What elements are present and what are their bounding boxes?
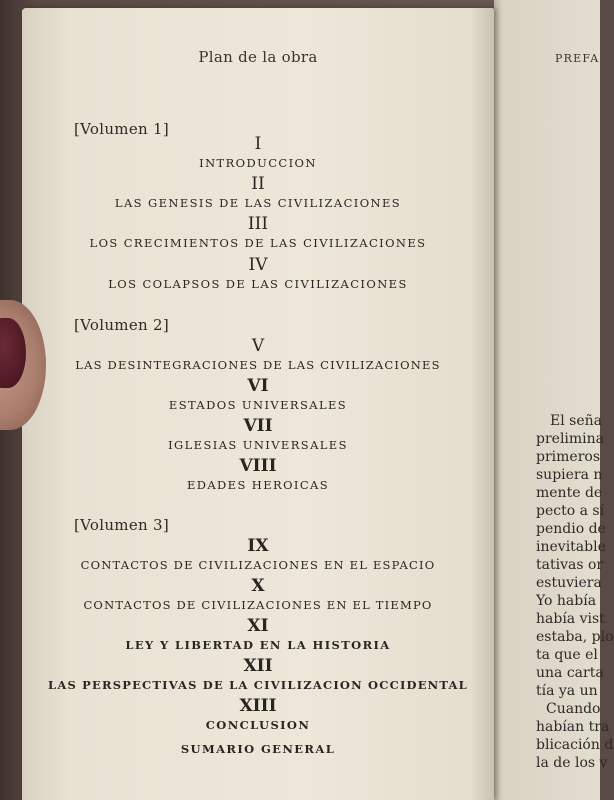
chapter-number: VIII xyxy=(239,456,277,476)
volume-label: [Volumen 1] xyxy=(74,120,170,138)
chapter-number: X xyxy=(251,576,265,596)
right-page-line: Yo había xyxy=(536,593,597,609)
right-page-line: supiera n xyxy=(536,467,603,483)
chapter-title: CONTACTOS DE CIVILIZACIONES EN EL TIEMPO xyxy=(83,598,433,612)
volume-label: [Volumen 3] xyxy=(74,516,170,534)
right-page-line: prelimina xyxy=(536,431,605,447)
chapter-title: ESTADOS UNIVERSALES xyxy=(168,398,348,412)
chapter-title: INTRODUCCION xyxy=(199,156,317,170)
chapter-number: XI xyxy=(247,616,269,636)
chapter-title: LOS COLAPSOS DE LAS CIVILIZACIONES xyxy=(108,277,408,291)
chapter-number: II xyxy=(251,174,265,194)
right-page-line: inevitable xyxy=(536,539,606,555)
chapter-number: XII xyxy=(243,656,273,676)
chapter-title: LOS CRECIMIENTOS DE LAS CIVILIZACIONES xyxy=(89,236,427,250)
right-page-line: primeros xyxy=(536,449,600,465)
right-page-line: pendio de xyxy=(536,521,606,537)
volume-label: [Volumen 2] xyxy=(74,316,170,334)
summary-title: SUMARIO GENERAL xyxy=(180,742,336,756)
chapter-title: LEY Y LIBERTAD EN LA HISTORIA xyxy=(125,638,391,652)
right-page-line: pecto a sí xyxy=(536,503,605,519)
right-page-line: habían tra xyxy=(536,719,610,735)
right-page-line: había vist xyxy=(536,611,605,627)
chapter-number: VI xyxy=(247,376,269,396)
right-running-head: PREFA xyxy=(555,52,600,65)
chapter-number: IV xyxy=(248,255,268,275)
chapter-number: III xyxy=(247,214,269,234)
right-page-line: El seña xyxy=(550,413,602,429)
chapter-title: LAS DESINTEGRACIONES DE LAS CIVILIZACIONES xyxy=(75,358,441,372)
chapter-number: I xyxy=(254,134,262,154)
chapter-number: IX xyxy=(247,536,269,556)
chapter-number: VII xyxy=(243,416,273,436)
chapter-number: XIII xyxy=(239,696,277,716)
right-page-line: una carta xyxy=(536,665,604,681)
right-page-line: blicación d xyxy=(536,737,614,753)
chapter-title: IGLESIAS UNIVERSALES xyxy=(168,438,348,452)
right-page-line: tía ya un xyxy=(536,683,598,699)
right-page-line: mente de xyxy=(536,485,603,501)
right-page-line: ta que el xyxy=(536,647,598,663)
right-page-line: estaba, plo xyxy=(536,629,614,645)
chapter-title: LAS GENESIS DE LAS CIVILIZACIONES xyxy=(114,196,402,210)
chapter-title: LAS PERSPECTIVAS DE LA CIVILIZACION OCCIDENTAL xyxy=(48,678,468,692)
right-page-line: la de los v xyxy=(536,755,608,771)
right-page-line: Cuando xyxy=(546,701,601,717)
chapter-title: CONCLUSION xyxy=(205,718,311,732)
right-page-line: tativas or xyxy=(536,557,604,573)
chapter-title: CONTACTOS DE CIVILIZACIONES EN EL ESPACIO xyxy=(80,558,436,572)
chapter-number: V xyxy=(251,336,265,356)
running-head: Plan de la obra xyxy=(198,48,318,66)
chapter-title: EDADES HEROICAS xyxy=(186,478,330,492)
right-page-line: estuviera xyxy=(536,575,602,591)
